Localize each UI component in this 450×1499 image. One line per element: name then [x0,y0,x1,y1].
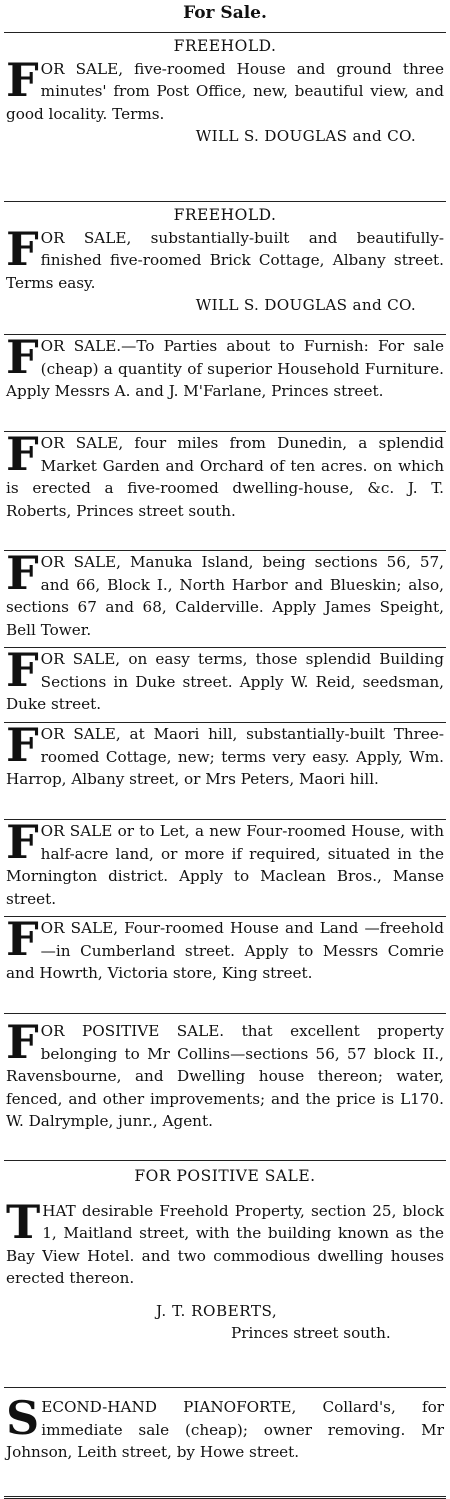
section-heading: For Sale. [183,3,267,23]
drop-cap: F [6,815,39,869]
drop-cap: F [6,330,39,384]
drop-cap: F [6,52,39,107]
ad-body [6,52,444,126]
ad-body [6,815,444,910]
ad-subhead: FREEHOLD. [173,206,277,224]
drop-cap: F [6,546,39,600]
divider [4,201,446,202]
ad-text: OR SALE, five-roomed House and ground three minutes' from Post Office, new, beautiful view, and good locality. Terms. [6,59,444,123]
ad-text: OR SALE, at Maori hill, substantially-built Three-roomed Cottage, new; terms very easy. Apply, Wm. Harrop, Albany street, or Mrs Peters, Maori hill. [6,725,444,788]
ad-subhead: FOR POSITIVE SALE. [134,1167,316,1185]
ad-signature: WILL S. DOUGLAS and CO. [195,127,416,145]
divider [4,32,446,33]
ad-body [6,1391,444,1464]
classified-ad [0,427,450,550]
drop-cap: T [6,1194,41,1249]
classified-ad [0,1388,450,1496]
ad-text: OR SALE, substantially-built and beautifully-finished five-roomed Brick Cottage, Albany street. Terms easy. [6,228,444,292]
classified-ad [0,718,450,819]
classified-ad [0,204,450,334]
ad-signature-address: Princes street south. [231,1324,391,1342]
ad-text: HAT desirable Freehold Property, section 25, block 1, Maitland street, with the building known as the Bay View Hotel. and two commodious dwelling houses erected thereon. [6,1201,444,1287]
drop-cap: S [6,1391,40,1445]
ad-body [6,912,444,985]
drop-cap: F [6,221,39,276]
drop-cap: F [6,1015,39,1069]
classified-ad [0,912,450,1013]
ad-signature: WILL S. DOUGLAS and CO. [195,296,416,314]
drop-cap: F [6,427,39,481]
ad-subhead: FREEHOLD. [173,37,277,55]
ad-body [6,1015,444,1133]
ad-body [6,1194,444,1290]
ad-body [6,546,444,641]
ad-body [6,643,444,716]
classified-ad [0,1165,450,1387]
ad-text: OR POSITIVE SALE. that excellent property belonging to Mr Collins—sections 56, 57 block II., Ravensbourne, and Dwelling house thereon; water, fenced, and other improvements; and the price is L170. W. Dalrymple, junr., Agent. [6,1022,444,1130]
divider [4,1160,446,1161]
classified-ad [0,815,450,916]
ad-signature: J. T. ROBERTS, [156,1301,278,1320]
drop-cap: F [6,718,39,772]
classified-ad [0,35,450,201]
classified-ad [0,330,450,431]
ad-text: OR SALE, four miles from Dunedin, a splendid Market Garden and Orchard of ten acres. on which is erected a five-roomed dwelling-house, &c. J. T. Roberts, Princes street south. [6,434,444,520]
ad-text: OR SALE or to Let, a new Four-roomed House, with half-acre land, or more if required, situated in the Mornington district. Apply to Maclean Bros., Manse street. [6,822,444,908]
ad-text: ECOND-HAND PIANOFORTE, Collard's, for immediate sale (cheap); owner removing. Mr Johnson, Leith street, by Howe street. [6,1398,444,1461]
drop-cap: F [6,643,39,697]
drop-cap: F [6,912,39,966]
ad-body [6,718,444,791]
ad-text: OR SALE, Four-roomed House and Land —freehold—in Cumberland street. Apply to Messrs Comrie and Howrth, Victoria store, King street. [6,919,444,982]
ad-text: OR SALE, on easy terms, those splendid Building Sections in Duke street. Apply W. Reid, seedsman, Duke street. [6,650,444,713]
ad-body [6,221,444,295]
ad-body [6,427,444,522]
ad-body [6,330,444,403]
classified-ad [0,643,450,722]
ad-text: OR SALE.—To Parties about to Furnish: For sale (cheap) a quantity of superior Household Furniture. Apply Messrs A. and J. M'Farlane, Princes street. [6,337,444,400]
classified-ad [0,1014,450,1160]
ad-text: OR SALE, Manuka Island, being sections 56, 57, and 66, Block I., North Harbor and Blueskin; also, sections 67 and 68, Calderville. Apply James Speight, Bell Tower. [6,553,444,639]
classified-ad [0,546,450,647]
